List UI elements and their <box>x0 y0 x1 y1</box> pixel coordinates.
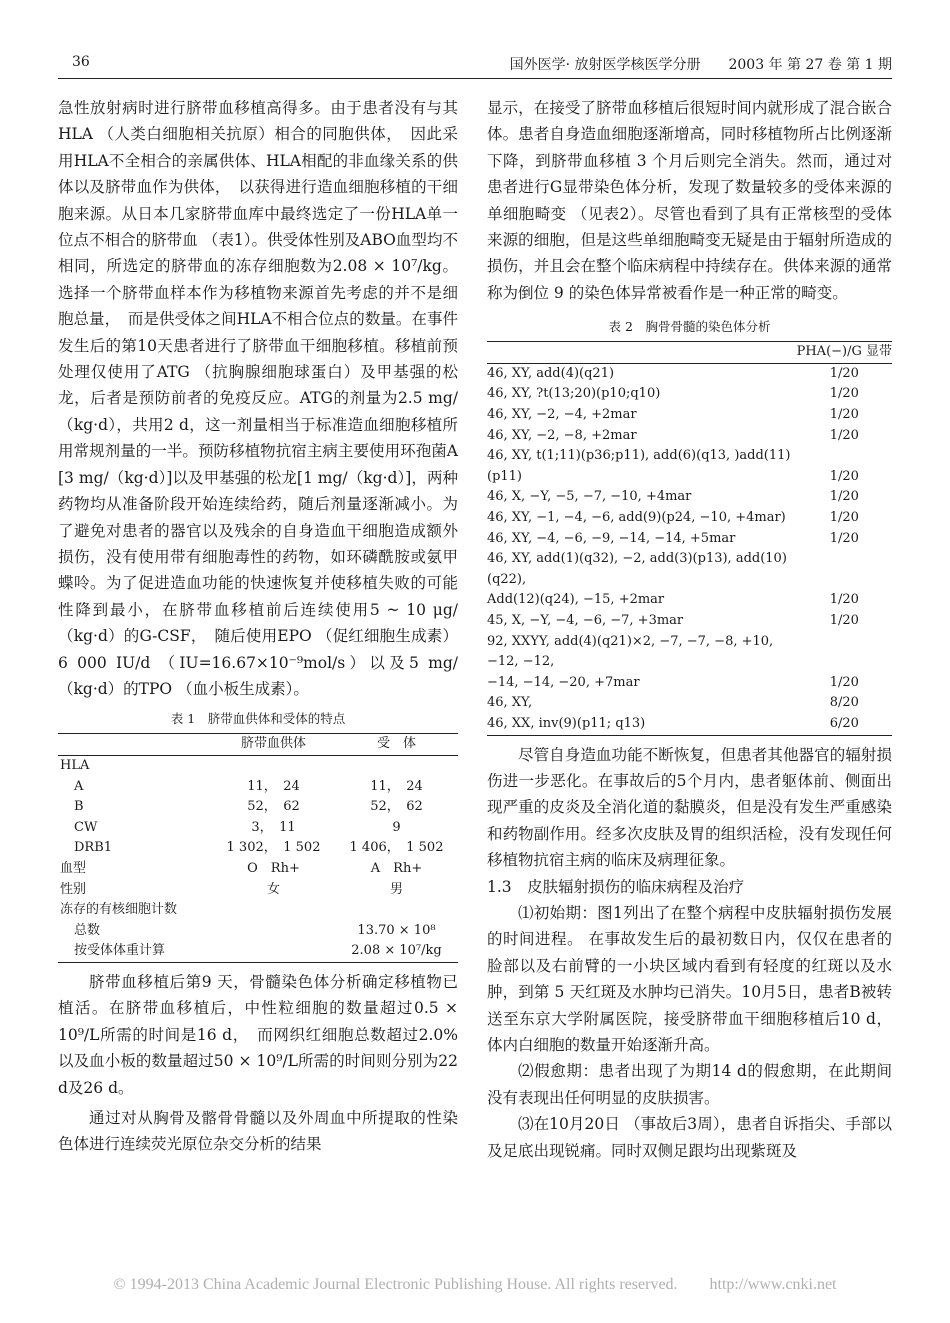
table-row <box>487 384 892 405</box>
right-column <box>487 95 892 1164</box>
table1-cell-label: 血型 <box>60 860 87 876</box>
copyright-footer: © 1994-2013 China Academic Journal Electronic Publishing House. All rights reserved. http://www.cnki.net <box>113 1276 837 1293</box>
table1-cell-donor <box>212 755 335 776</box>
table1-cell-donor: 11， 24 <box>247 778 300 794</box>
table2-cell-value: 6/20 <box>829 715 859 731</box>
table2-cell-karyotype: 46, X, −Y, −5, −7, −10, +4mar <box>487 489 692 505</box>
table-row <box>487 426 892 447</box>
table1-cell-recipient: 1 406， 1 502 <box>349 840 444 856</box>
paragraph: 通过对从胸骨及髂骨骨髓以及外周血中所提取的性染色体进行连续荧光原位杂交分析的结果 <box>58 1108 458 1154</box>
table1-cell-label: B <box>74 799 84 815</box>
table1-cell-recipient <box>335 900 458 921</box>
table2-header-blank <box>487 342 797 364</box>
table-row <box>58 755 458 776</box>
table2-cell-karyotype: 46, XY, add(1)(q32), −2, add(3)(p13), add(10)(q22), Add(12)(q24), −15, +2mar <box>487 551 787 608</box>
table-row <box>487 508 892 529</box>
table1-cell-label: 总数 <box>74 922 101 938</box>
table1-cell-label: HLA <box>60 757 90 773</box>
running-header <box>58 50 892 79</box>
table2-cell-value: 1/20 <box>829 468 859 484</box>
table-row <box>487 611 892 632</box>
table-row <box>487 487 892 508</box>
table-row <box>487 405 892 426</box>
table-row <box>487 632 892 694</box>
table-row <box>58 797 458 818</box>
table1-cell-donor: 1 302， 1 502 <box>226 840 321 856</box>
paragraph: 显示，在接受了脐带血移植后很短时间内就形成了混合嵌合体。患者自身造血细胞逐渐增高，同时移植物所占比例逐渐下降，到脐带血移植 3 个月后则完全消失。然而，通过对患者进行G显带染色体分析，发现了数量较多的受体来源的单细胞畸变 （见表2）。尽管也看到了具有正常核型的受体来源的细胞，但是这些单细胞畸变无疑是由于辐射所造成的损伤，并且会在整个临床病程中持续存在。供体来源的通常称为倒位 9 的染色体异常被看作是一种正常的畸变。 <box>487 99 892 302</box>
paragraph: 尽管自身造血功能不断恢复，但患者其他器官的辐射损伤进一步恶化。在事故后的5个月内，患者躯体前、侧面出现严重的皮炎及全消化道的黏膜炎，但是没有发生严重感染和药物副作用。经多次皮肤及胃的组织活检，没有发现任何移植物抗宿主病的临床及病理征象。 <box>487 745 892 870</box>
table2-cell-karyotype: 92, XXYY, add(4)(q21)×2, −7, −7, −8, +10, −12, −12, −14, −14, −20, +7mar <box>487 633 774 690</box>
table1-cell-label: 性别 <box>60 881 87 897</box>
table2-cell-value: 1/20 <box>829 365 859 381</box>
left-column <box>58 95 458 1158</box>
table-row <box>58 941 458 962</box>
table2-cell-value: 1/20 <box>829 489 859 505</box>
table-row <box>58 880 458 901</box>
table-row <box>58 859 458 880</box>
table1-cell-recipient: 13.70 × 10⁸ <box>357 922 436 938</box>
table2-cell-karyotype: 46, XY, −2, −4, +2mar <box>487 407 637 423</box>
table1-cell-donor <box>212 941 335 962</box>
table1-cell-donor <box>212 900 335 921</box>
table1-cell-label: CW <box>74 819 98 835</box>
table2-cell-value: 1/20 <box>829 592 859 608</box>
table2-header-row <box>487 342 892 364</box>
table-row <box>58 921 458 942</box>
table2-cell-karyotype: 46, XY, −2, −8, +2mar <box>487 427 637 443</box>
table2-cell-value: 8/20 <box>829 695 859 711</box>
table1-cell-recipient: 52， 62 <box>370 799 423 815</box>
table1-cell-label: 冻存的有核细胞计数 <box>60 902 178 918</box>
table-row <box>58 818 458 839</box>
table1-cell-recipient: 11， 24 <box>370 778 423 794</box>
page-number: 36 <box>72 54 90 70</box>
table2-cell-value: 1/20 <box>829 530 859 546</box>
table1-cell-donor: 女 <box>266 881 280 897</box>
table-row <box>487 529 892 550</box>
paragraph: ⑵假愈期：患者出现了为期14 d的假愈期，在此期间没有表现出任何明显的皮肤损害。 <box>487 1062 892 1107</box>
table1-cell-recipient: 2.08 × 10⁷/kg <box>351 943 442 959</box>
paragraph: 脐带血移植后第9 天，骨髓染色体分析确定移植物已植活。在脐带血移植后，中性粒细胞的数量超过0.5 × 10⁹/L所需的时间是16 d， 而网织红细胞总数超过2.0%以及血小板的数量超过50 × 10⁹/L所需的时间则分别为22 d及26 d。 <box>58 972 458 1097</box>
table2-cell-karyotype: 46, XY, <box>487 695 533 711</box>
table1-cell-donor: O Rh+ <box>247 860 300 876</box>
table1-header-donor: 脐带血供体 <box>240 736 306 752</box>
table-row <box>487 549 892 611</box>
table1-cell-donor: 52， 62 <box>247 799 300 815</box>
table1-header-recipient: 受 体 <box>376 736 416 752</box>
journal-title: 国外医学· 放射医学核医学分册 2003 年 第 27 卷 第 1 期 <box>509 57 892 73</box>
table1-cell-donor: 3， 11 <box>251 819 296 835</box>
table-row <box>487 363 892 384</box>
table2-cell-karyotype: 46, XY, t(1;11)(p36;p11), add(6)(q13, )add(11)(p11) <box>487 448 791 484</box>
table2-cell-karyotype: 46, XY, ?t(13;20)(p10;q10) <box>487 386 661 402</box>
section-heading: 1.3 皮肤辐射损伤的临床病程及治疗 <box>487 877 745 896</box>
paragraph: ⑴初始期：图1列出了在整个病程中皮肤辐射损伤发展的时间进程。 在事故发生后的最初数日内，仅仅在患者的脸部以及右前臂的一小块区域内看到有轻度的红斑以及水肿，到第 5 天红斑及水肿均已消失。10月5日，患者B被转送至东京大学附属医院，接受脐带血干细胞移植后10 d，体内白细胞的数量开始逐渐升高。 <box>487 903 892 1054</box>
table2-cell-value: 1/20 <box>829 510 859 525</box>
table1-cell-donor <box>212 921 335 942</box>
table-row <box>487 693 892 714</box>
table2-cell-value: 1/20 <box>829 427 859 443</box>
table2 <box>487 341 892 735</box>
table-row <box>58 838 458 859</box>
table1-cell-label: 按受体体重计算 <box>74 943 166 959</box>
table2-cell-karyotype: 46, XY, −4, −6, −9, −14, −14, +5mar <box>487 530 736 546</box>
table2-cell-value: 1/20 <box>829 674 859 690</box>
table-row <box>58 900 458 921</box>
table2-cell-karyotype: 45, X, −Y, −4, −6, −7, +3mar <box>487 612 684 628</box>
table1-caption: 表 1 脐带血供体和受体的特点 <box>170 711 346 727</box>
table1-cell-recipient: 9 <box>392 819 401 835</box>
table1-cell-recipient: A Rh+ <box>370 860 423 876</box>
paragraph: 急性放射病时进行脐带血移植高得多。由于患者没有与其HLA （人类白细胞相关抗原）相合的同胞供体， 因此采用HLA不全相合的亲属供体、HLA相配的非血缘关系的供体以及脐带血作为供体， 以获得进行造血细胞移植的干细胞来源。从日本几家脐带血库中最终选定了一份HLA单一位点不相合的脐带血 （表1）。供受体性别及ABO血型均不相同，所选定的脐带血的冻存细胞数为2.08 × 10⁷/kg。选择一个脐带血样本作为移植物来源首先考虑的并不是细胞总量， 而是供受体之间HLA不相合位点的数量。在事件发生后的第10天患者进行了脐带血干细胞移植。移植前预处理仅使用了ATG （抗胸腺细胞球蛋白）及甲基强的松龙，后者是预防前者的免疫反应。ATG的剂量为2.5 mg/（kg·d），共用2 d，这一剂量相当于标准造血细胞移植所用常规剂量的一半。预防移植物抗宿主病主要使用环孢菌A [3 mg/（kg·d）]以及甲基强的松龙[1 mg/（kg·d）]，两种药物均从准备阶段开始连续给药，随后剂量逐渐减小。为了避免对患者的器官以及残余的自身造血干细胞造成额外损伤，没有使用带有细胞毒性的药物，如环磷酰胺或氨甲蝶呤。为了促进造血功能的快速恢复并使移植失败的可能性降到最小，在脐带血移植前后连续使用5 ~ 10 μg/（kg·d）的G-CSF， 随后使用EPO （促红细胞生成素）6 000 IU/d （IU=16.67×10⁻⁹mol/s）以及5 mg/（kg·d）的TPO （血小板生成素）。 <box>58 99 458 698</box>
table2-cell-value: 1/20 <box>829 612 859 628</box>
table2-cell-karyotype: 46, XX, inv(9)(p11; q13) <box>487 715 646 731</box>
table-row <box>58 777 458 798</box>
table1 <box>58 733 458 963</box>
table2-cell-value: 1/20 <box>829 407 859 423</box>
table2-caption: 表 2 胸骨骨髓的染色体分析 <box>608 319 771 335</box>
table2-header-value: PHA(−)/G 显带 <box>796 344 892 360</box>
table1-header-blank <box>58 734 212 756</box>
table2-cell-karyotype: 46, XY, add(4)(q21) <box>487 365 615 381</box>
table1-cell-recipient <box>335 755 458 776</box>
paragraph: ⑶在10月20日 （事故后3周），患者自诉指尖、手部以及足底出现锐痛。同时双侧足跟均出现紫斑及 <box>487 1115 892 1160</box>
table1-header-row <box>58 734 458 756</box>
table2-cell-karyotype: 46, XY, −1, −4, −6, add(9)(p24, −10, +4mar) <box>487 510 786 525</box>
table-row <box>487 714 892 735</box>
table1-cell-recipient: 男 <box>389 881 403 897</box>
table1-cell-label: DRB1 <box>74 840 113 856</box>
table-row <box>487 446 892 487</box>
table1-cell-label: A <box>74 778 84 794</box>
table2-cell-value: 1/20 <box>829 386 859 402</box>
